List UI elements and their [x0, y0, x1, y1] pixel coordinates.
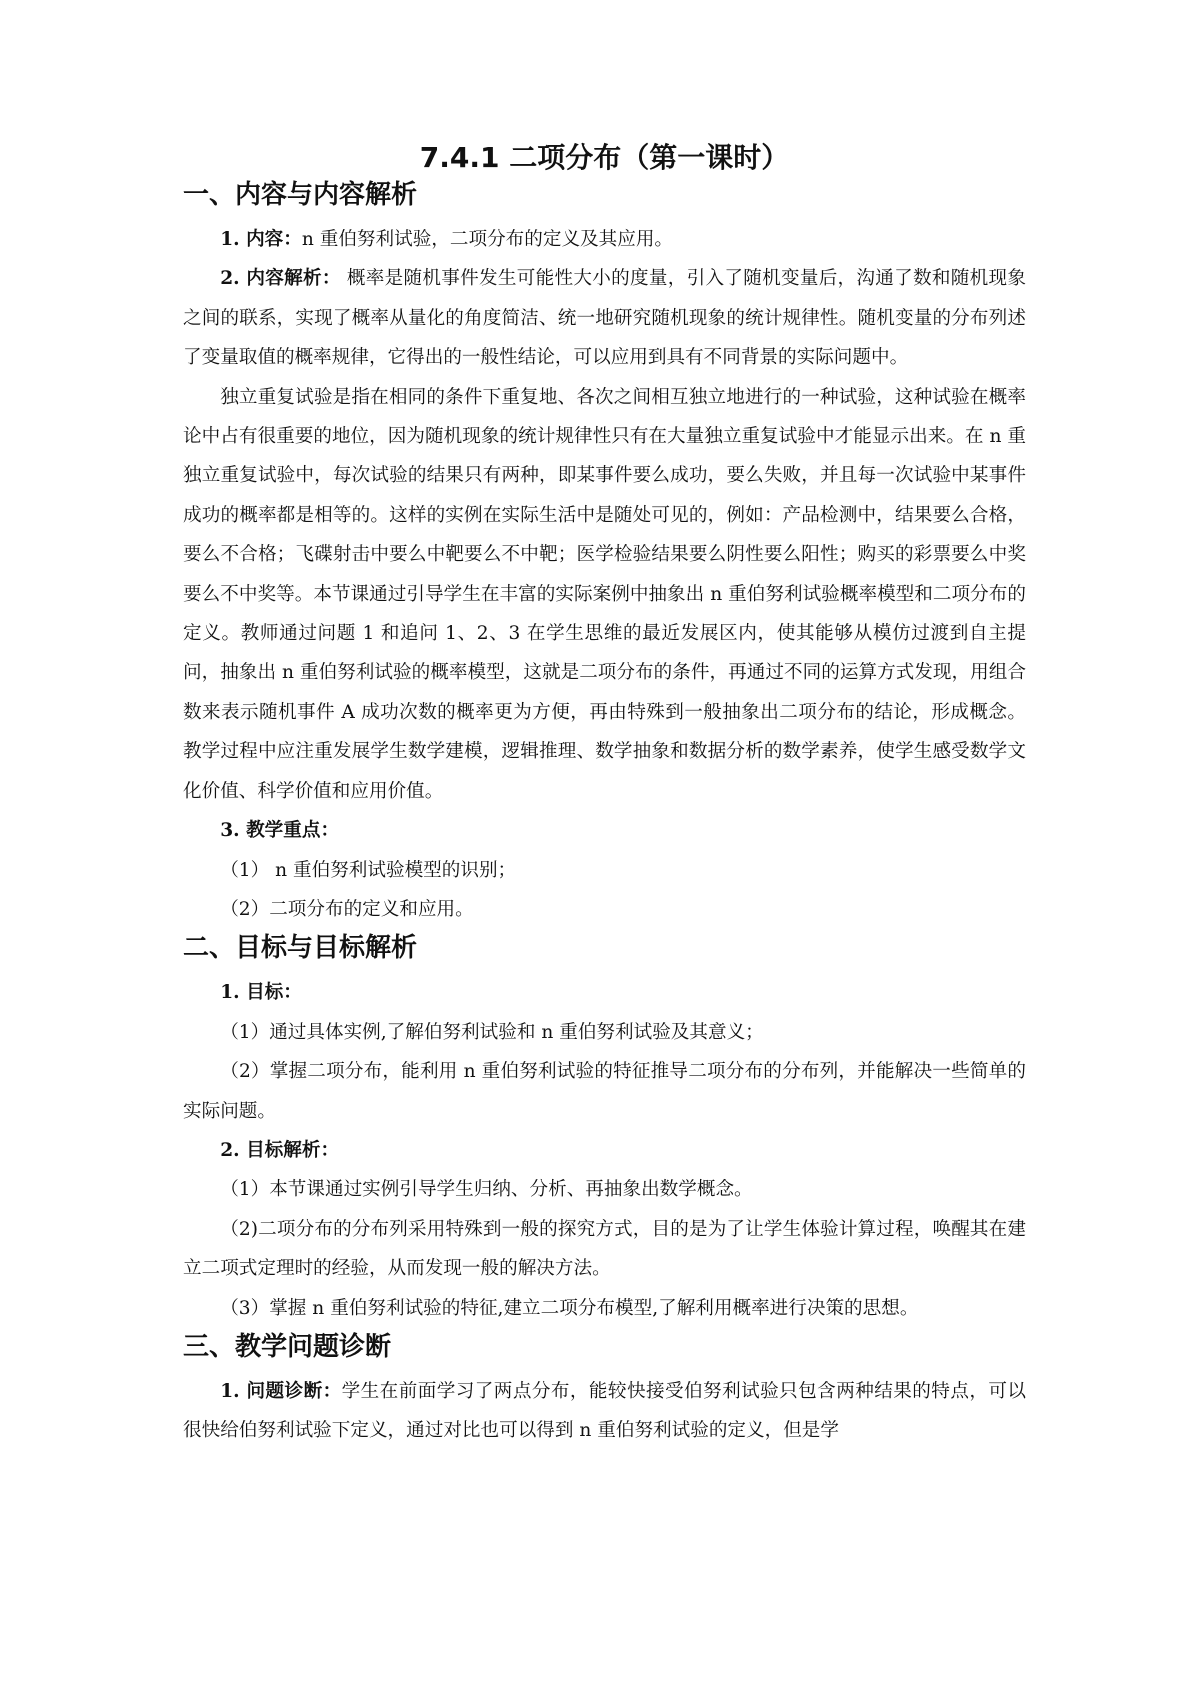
content-label: 1. 内容： — [220, 229, 302, 250]
paragraph-teaching-focus — [183, 811, 1026, 850]
list-item: （1）本节课通过实例引导学生归纳、分析、再抽象出数学概念。 — [220, 1179, 753, 1201]
list-item: （2）二项分布的定义和应用。 — [220, 898, 474, 920]
list-item: （1）通过具体实例,了解伯努利试验和 n 重伯努利试验及其意义； — [220, 1021, 764, 1043]
paragraph-independent-trials: 独立重复试验是指在相同的条件下重复地、各次之间相互独立地进行的一种试验，这种试验在概率论中占有很重要的地位，因为随机现象的统计规律性只有在大量独立重复试验中才能显示出来。在 n 重独立重复试验中，每次试验的结果只有两种，即某事件要么成功，要么失败，并且每一次试验中某事件成功的概率都是相等的。这样的实例在实际生活中是随处可见的，例如：产品检测中，结果要么合格，要么不合格；飞碟射击中要么中靶要么不中靶；医学检验结果要么阴性要么阳性；购买的彩票要么中奖要么不中奖等。本节课通过引导学生在丰富的实际案例中抽象出 n 重伯努利试验概率模型和二项分布的定义。教师通过问题 1 和追问 1、2、3 在学生思维的最近发展区内，使其能够从模仿过渡到自主提问，抽象出 n 重伯努利试验的概率模型，这就是二项分布的条件，再通过不同的运算方式发现，用组合数来表示随机事件 A 成功次数的概率更为方便，再由特殊到一般抽象出二项分布的结论，形成概念。教学过程中应注重发展学生数学建模，逻辑推理、数学抽象和数据分析的数学素养，使学生感受数学文化价值、科学价值和应用价值。 — [183, 386, 1026, 802]
section-heading-1: 一、内容与内容解析 — [183, 180, 418, 210]
teaching-focus-label: 3. 教学重点： — [220, 820, 340, 842]
paragraph-goal — [183, 973, 1026, 1012]
paragraph-problem-diagnosis — [183, 1372, 1026, 1451]
section-heading-3: 三、教学问题诊断 — [183, 1331, 392, 1362]
goal-label: 1. 目标： — [220, 982, 302, 1004]
paragraph-content-analysis — [183, 259, 1026, 377]
problem-diagnosis-text: 学生在前面学习了两点分布，能较快接受伯努利试验只包含两种结果的特点，可以很快给伯努利试验下定义，通过对比也可以得到 n 重伯努利试验的定义，但是学 — [183, 1380, 1026, 1442]
document-page — [183, 140, 1026, 1451]
list-item: （3）掌握 n 重伯努利试验的特征,建立二项分布模型,了解利用概率进行决策的思想。 — [220, 1297, 919, 1319]
goal-analysis-label: 2. 目标解析： — [220, 1139, 340, 1161]
problem-diagnosis-label: 1. 问题诊断： — [220, 1380, 342, 1402]
list-item: （1） n 重伯努利试验模型的识别； — [220, 859, 517, 881]
list-item: （2）掌握二项分布，能利用 n 重伯努利试验的特征推导二项分布的分布列，并能解决一些简单的实际问题。 — [183, 1061, 1026, 1122]
paragraph-content — [183, 220, 1026, 259]
content-analysis-text: 概率是随机事件发生可能性大小的度量，引入了随机变量后，沟通了数和随机现象之间的联系，实现了概率从量化的角度简洁、统一地研究随机现象的统计规律性。随机变量的分布列述了变量取值的概率规律，它得出的一般性结论，可以应用到具有不同背景的实际问题中。 — [183, 268, 1026, 369]
content-analysis-label: 2. 内容解析： — [220, 268, 341, 290]
section-heading-2: 二、目标与目标解析 — [183, 933, 418, 964]
document-title: 7.4.1 二项分布（第一课时） — [419, 141, 790, 174]
list-item: （2)二项分布的分布列采用特殊到一般的探究方式，目的是为了让学生体验计算过程，唤醒其在建立二项式定理时的经验，从而发现一般的解决方法。 — [183, 1218, 1026, 1280]
paragraph-goal-analysis — [183, 1131, 1026, 1170]
content-text: n 重伯努利试验，二项分布的定义及其应用。 — [301, 229, 674, 250]
